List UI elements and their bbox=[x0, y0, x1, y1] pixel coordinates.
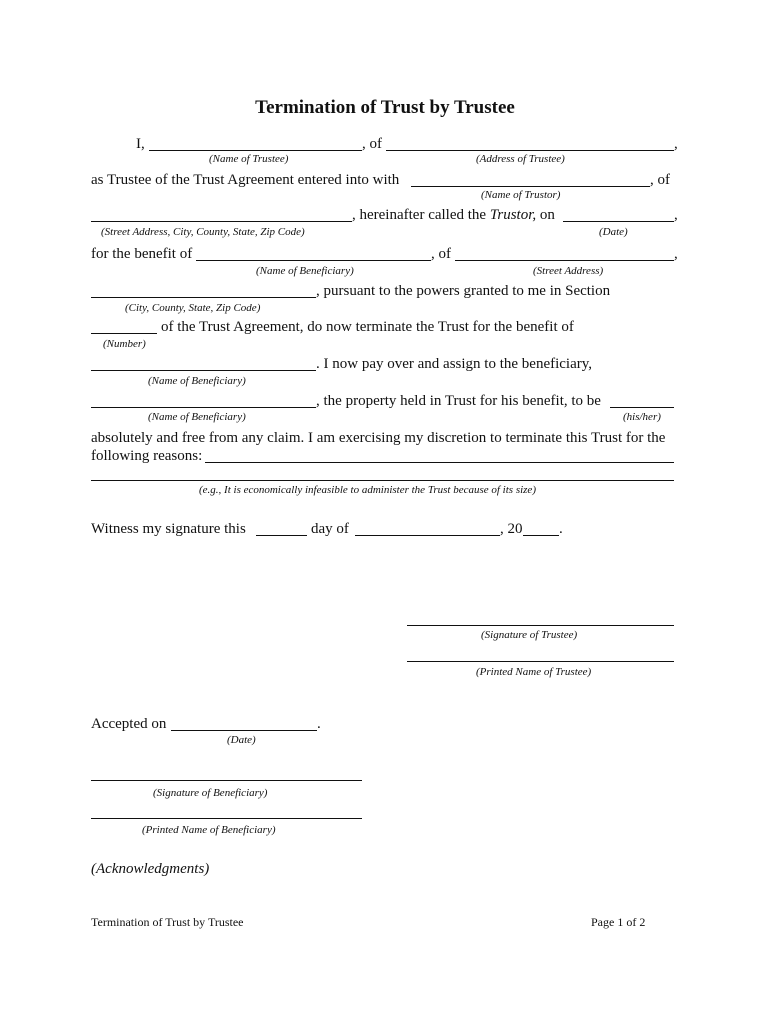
caption-street-address: (Street Address, City, County, State, Zip Code) bbox=[101, 226, 305, 238]
text-accepted-on: Accepted on bbox=[91, 716, 167, 732]
section-number-blank[interactable] bbox=[91, 333, 157, 334]
accepted-date-blank[interactable] bbox=[171, 730, 317, 731]
caption-street-address: (Street Address) bbox=[533, 265, 604, 277]
month-blank[interactable] bbox=[355, 535, 500, 536]
text-pay-over: . I now pay over and assign to the beneficiary, bbox=[316, 356, 593, 372]
trustor-address-blank[interactable] bbox=[91, 221, 352, 222]
page-number: Page 1 of 2 bbox=[591, 915, 646, 929]
year-blank[interactable] bbox=[523, 535, 559, 536]
page-title: Termination of Trust by Trustee bbox=[255, 97, 515, 118]
caption-printed-name-of-beneficiary: (Printed Name of Beneficiary) bbox=[142, 824, 276, 836]
caption-address-of-trustee: (Address of Trustee) bbox=[476, 153, 565, 165]
trustee-printed-name-line[interactable] bbox=[407, 661, 674, 662]
caption-date: (Date) bbox=[227, 734, 256, 746]
caption-name-of-beneficiary: (Name of Beneficiary) bbox=[256, 265, 354, 277]
text-witness: Witness my signature this bbox=[91, 521, 246, 537]
text-of: , of bbox=[431, 246, 451, 262]
caption-name-of-beneficiary: (Name of Beneficiary) bbox=[148, 411, 246, 423]
text-of: , of bbox=[362, 136, 382, 152]
trustee-address-blank[interactable] bbox=[386, 150, 674, 151]
caption-name-of-beneficiary: (Name of Beneficiary) bbox=[148, 375, 246, 387]
text-for-the-benefit-of: for the benefit of bbox=[91, 246, 193, 262]
agreement-date-blank[interactable] bbox=[563, 221, 674, 222]
beneficiary-street-blank[interactable] bbox=[455, 260, 674, 261]
trustee-signature-line[interactable] bbox=[407, 625, 674, 626]
beneficiary-name-blank-2[interactable] bbox=[91, 370, 316, 371]
reasons-blank-2[interactable] bbox=[91, 480, 674, 481]
text-property-held: , the property held in Trust for his benefit, to be bbox=[316, 393, 601, 409]
text-hereinafter: , hereinafter called the Trustor, on bbox=[352, 207, 555, 223]
caption-signature-of-beneficiary: (Signature of Beneficiary) bbox=[153, 787, 268, 799]
text-comma: , bbox=[674, 246, 678, 262]
text-comma: , bbox=[674, 207, 678, 223]
caption-signature-of-trustee: (Signature of Trustee) bbox=[481, 629, 578, 641]
caption-name-of-trustor: (Name of Trustor) bbox=[481, 189, 561, 201]
caption-number: (Number) bbox=[103, 338, 146, 350]
caption-printed-name-of-trustee: (Printed Name of Trustee) bbox=[476, 666, 592, 678]
text-following-reasons: following reasons: bbox=[91, 448, 203, 464]
reasons-blank-1[interactable] bbox=[205, 462, 674, 463]
caption-city-county: (City, County, State, Zip Code) bbox=[125, 302, 261, 314]
his-her-blank[interactable] bbox=[610, 407, 674, 408]
beneficiary-city-blank[interactable] bbox=[91, 297, 316, 298]
text-period: . bbox=[317, 716, 321, 732]
acknowledgments-heading: (Acknowledgments) bbox=[91, 861, 210, 877]
text-of-the-trust-agreement: of the Trust Agreement, do now terminate the Trust for the benefit of bbox=[161, 319, 574, 335]
beneficiary-printed-name-line[interactable] bbox=[91, 818, 362, 819]
caption-name-of-trustee: (Name of Trustee) bbox=[209, 153, 289, 165]
caption-date: (Date) bbox=[599, 226, 628, 238]
text-day-of: day of bbox=[311, 521, 349, 537]
beneficiary-name-blank-3[interactable] bbox=[91, 407, 316, 408]
beneficiary-signature-line[interactable] bbox=[91, 780, 362, 781]
beneficiary-name-blank[interactable] bbox=[196, 260, 431, 261]
text-absolutely: absolutely and free from any claim. I am exercising my discretion to terminate this Trust for the bbox=[91, 430, 666, 446]
caption-example-reason: (e.g., It is economically infeasible to administer the Trust because of its size) bbox=[199, 484, 536, 496]
text-pursuant: , pursuant to the powers granted to me in Section bbox=[316, 283, 611, 299]
day-blank[interactable] bbox=[256, 535, 307, 536]
text-year-prefix: , 20 bbox=[500, 521, 523, 537]
caption-his-her: (his/her) bbox=[623, 411, 661, 423]
footer-title: Termination of Trust by Trustee bbox=[91, 915, 244, 929]
text-i: I, bbox=[136, 136, 145, 152]
text-period: . bbox=[559, 521, 563, 537]
trustee-name-blank[interactable] bbox=[149, 150, 362, 151]
text-of: , of bbox=[650, 172, 670, 188]
text-comma: , bbox=[674, 136, 678, 152]
text-as-trustee: as Trustee of the Trust Agreement entered into with bbox=[91, 172, 400, 188]
trustor-name-blank[interactable] bbox=[411, 186, 650, 187]
